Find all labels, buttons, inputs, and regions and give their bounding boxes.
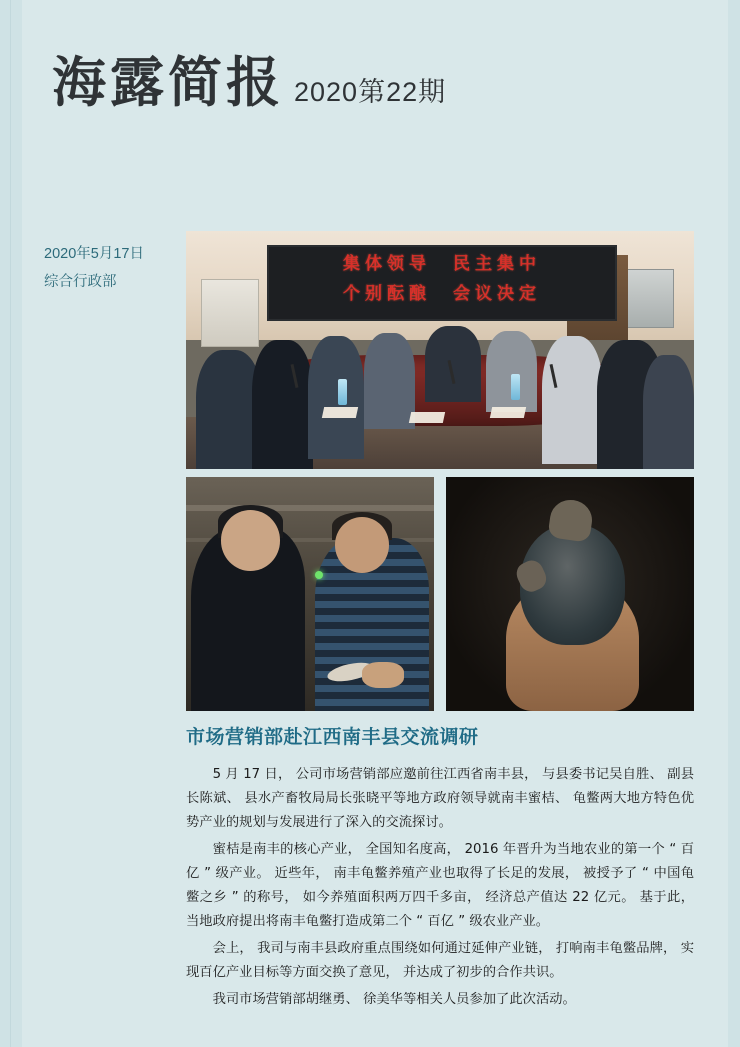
left-margin-rule [10, 0, 11, 1047]
photo-farm-visit [186, 477, 434, 711]
article-paragraph: 蜜桔是南丰的核心产业， 全国知名度高， 2016 年晋升为当地农业的第一个 “ 百亿 ” 级产业。 近些年， 南丰龟鳖养殖产业也取得了长足的发展， 被授予了 “ 中国龟鳖之乡 ” 的称号， 如今养殖面积两万四千多亩， 经济总产值达 22 亿元。 基于此， 当地政府提出将南丰龟鳖打造成第二个 “ 百亿 ” 级农业产业。 [186, 842, 694, 929]
person-right-hand [362, 662, 404, 688]
left-margin-stripe [0, 0, 22, 1047]
article-paragraph: 会上， 我司与南丰县政府重点围绕如何通过延伸产业链， 打响南丰龟鳖品牌， 实现百亿产业目标等方面交换了意见， 并达成了初步的合作共识。 [186, 941, 694, 980]
photo-meeting [186, 231, 694, 469]
masthead-title: 海露简报 [52, 51, 284, 114]
article-paragraph: 我司市场营销部胡继勇、 徐美华等相关人员参加了此次活动。 [212, 992, 576, 1007]
article-paragraph: 5 月 17 日， 公司市场营销部应邀前往江西省南丰县， 与县委书记吴自胜、 副县长陈斌、 县水产畜牧局局长张晓平等地方政府领导就南丰蜜桔、 龟鳖两大地方特色优势产业的规划与发展进行了深入的交流探讨。 [186, 767, 694, 830]
publish-date: 2020年5月17日 [44, 246, 144, 262]
article-title: 市场营销部赴江西南丰县交流调研 [186, 726, 479, 748]
banner-line-2: 个别酝酿 会议决定 [342, 283, 541, 304]
attendee [308, 336, 364, 460]
article [186, 722, 694, 1015]
person-right-head [335, 517, 390, 573]
document-sheet [490, 407, 526, 418]
indicator-light-icon [315, 571, 323, 579]
attendee [252, 340, 313, 469]
meeting-banner [267, 245, 616, 320]
banner-line-1: 集体领导 民主集中 [342, 254, 541, 275]
masthead [52, 51, 447, 114]
water-bottle-icon [511, 374, 520, 400]
roof-beam [186, 505, 434, 511]
attendee [542, 336, 603, 465]
attendee [643, 355, 694, 469]
meta-block [44, 240, 184, 296]
masthead-issue: 2020第22期 [294, 77, 447, 107]
wall-ac-unit-icon [201, 279, 259, 348]
document-sheet [408, 412, 444, 423]
article-body [186, 763, 694, 1012]
department-name: 综合行政部 [44, 274, 117, 290]
document-sheet [322, 407, 358, 418]
photo-turtle [446, 477, 694, 711]
right-margin-stripe [728, 0, 740, 1047]
attendee [425, 326, 481, 402]
wall-panel-icon [626, 269, 674, 328]
attendee [364, 333, 415, 428]
water-bottle-icon [338, 379, 347, 405]
person-left-head [221, 510, 281, 571]
